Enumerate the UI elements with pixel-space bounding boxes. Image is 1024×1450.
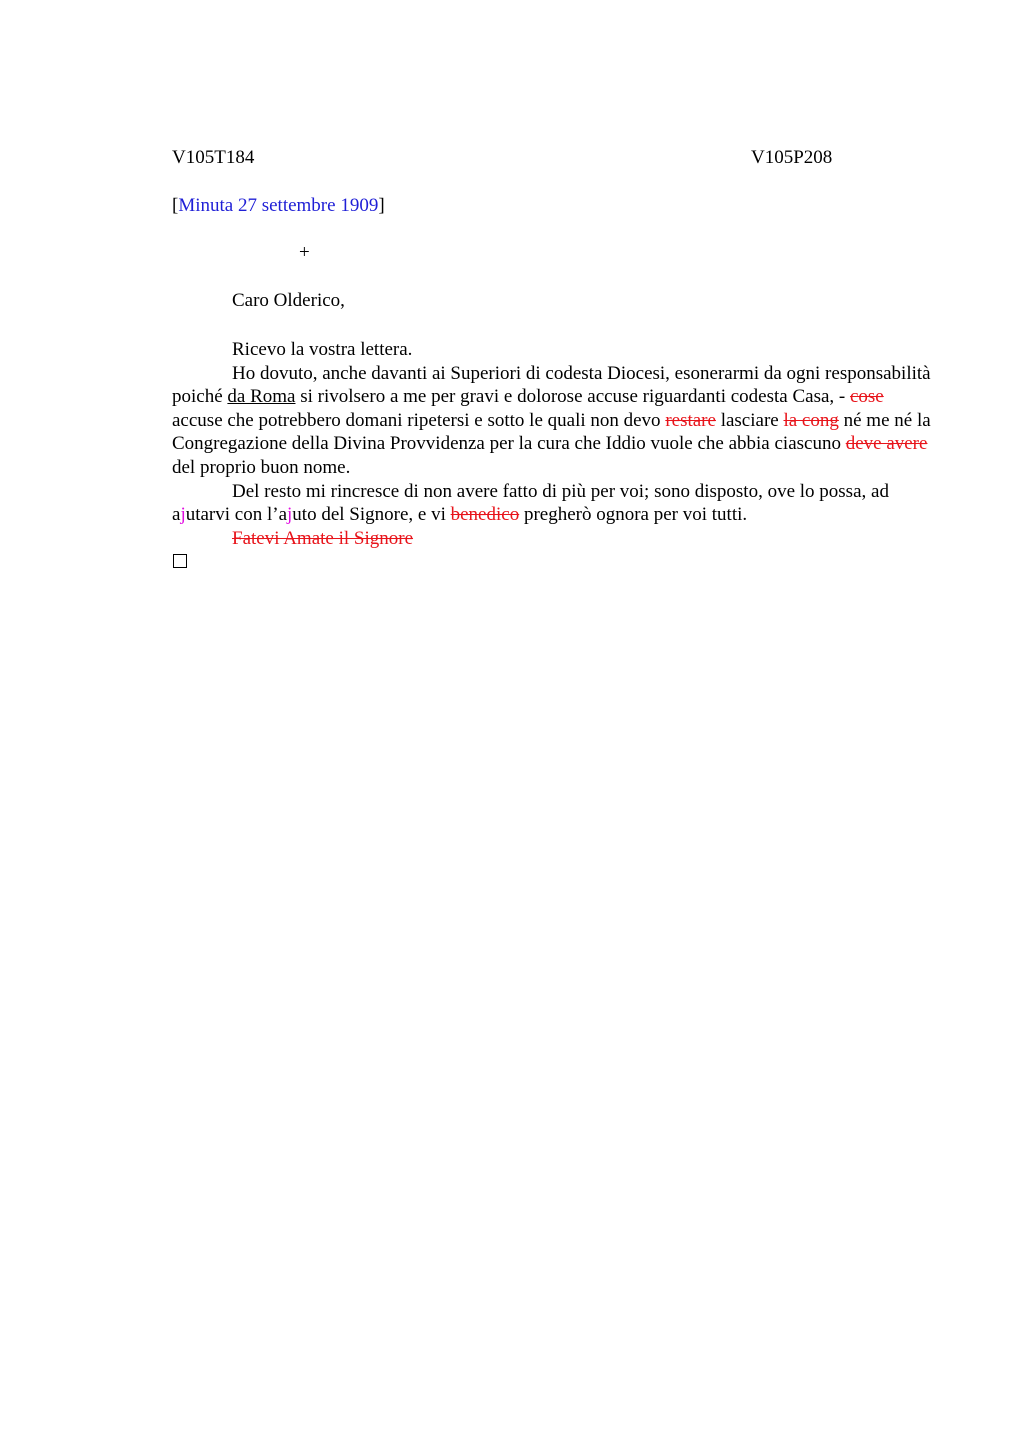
editorial-letter: j bbox=[287, 504, 293, 526]
deleted-text: la cong bbox=[783, 409, 839, 431]
deleted-text: deve avere bbox=[845, 433, 928, 455]
text-run: Ho dovuto, anche davanti ai Superiori di codesta Diocesi, esonerarmi da ogni responsabilità poiché bbox=[172, 362, 931, 408]
text-run: si rivolsero a me per gravi e dolorose accuse riguardanti codesta Casa, - bbox=[295, 386, 850, 408]
archive-ref-right: V105P208 bbox=[751, 147, 833, 168]
text-run: pregherò ognora per voi tutti. bbox=[519, 504, 748, 526]
letter-body bbox=[172, 338, 932, 550]
date-open-bracket: [ bbox=[172, 195, 179, 216]
date-close-bracket: ] bbox=[378, 195, 385, 216]
greeting: Caro Olderico, bbox=[232, 290, 345, 311]
text-run: del proprio buon nome. bbox=[172, 456, 351, 478]
text-run: Del resto mi rincresce di non avere fatto di più per voi; sono disposto, ove lo possa, ad a bbox=[172, 480, 889, 526]
text-run: accuse che potrebbero domani ripetersi e sotto le quali non devo bbox=[172, 409, 666, 431]
paragraph-1: Ricevo la vostra lettera. bbox=[232, 339, 413, 360]
text-run: né me né la Congregazione della Divina Provvidenza per la cura che Iddio vuole che abbia ciascuno bbox=[172, 409, 931, 455]
text-run: lasciare bbox=[715, 409, 784, 431]
deleted-text: Fatevi Amate il Signore bbox=[232, 527, 414, 549]
deleted-text: benedico bbox=[450, 504, 520, 526]
date-line bbox=[172, 195, 385, 217]
date-text: Minuta 27 settembre 1909 bbox=[178, 195, 379, 216]
paragraph-4 bbox=[172, 527, 932, 551]
underlined-text: da Roma bbox=[227, 386, 296, 408]
text-run: utarvi con l’a bbox=[185, 504, 288, 526]
archive-ref-left: V105T184 bbox=[172, 147, 255, 168]
paragraph-2 bbox=[172, 362, 932, 480]
deleted-text: restare bbox=[665, 409, 716, 431]
text-run: uto del Signore, e vi bbox=[292, 504, 451, 526]
cross-symbol: + bbox=[299, 242, 310, 263]
paragraph-3 bbox=[172, 480, 932, 527]
editorial-letter: j bbox=[180, 504, 186, 526]
end-marker-box bbox=[173, 554, 187, 568]
deleted-text: cose bbox=[849, 386, 884, 408]
